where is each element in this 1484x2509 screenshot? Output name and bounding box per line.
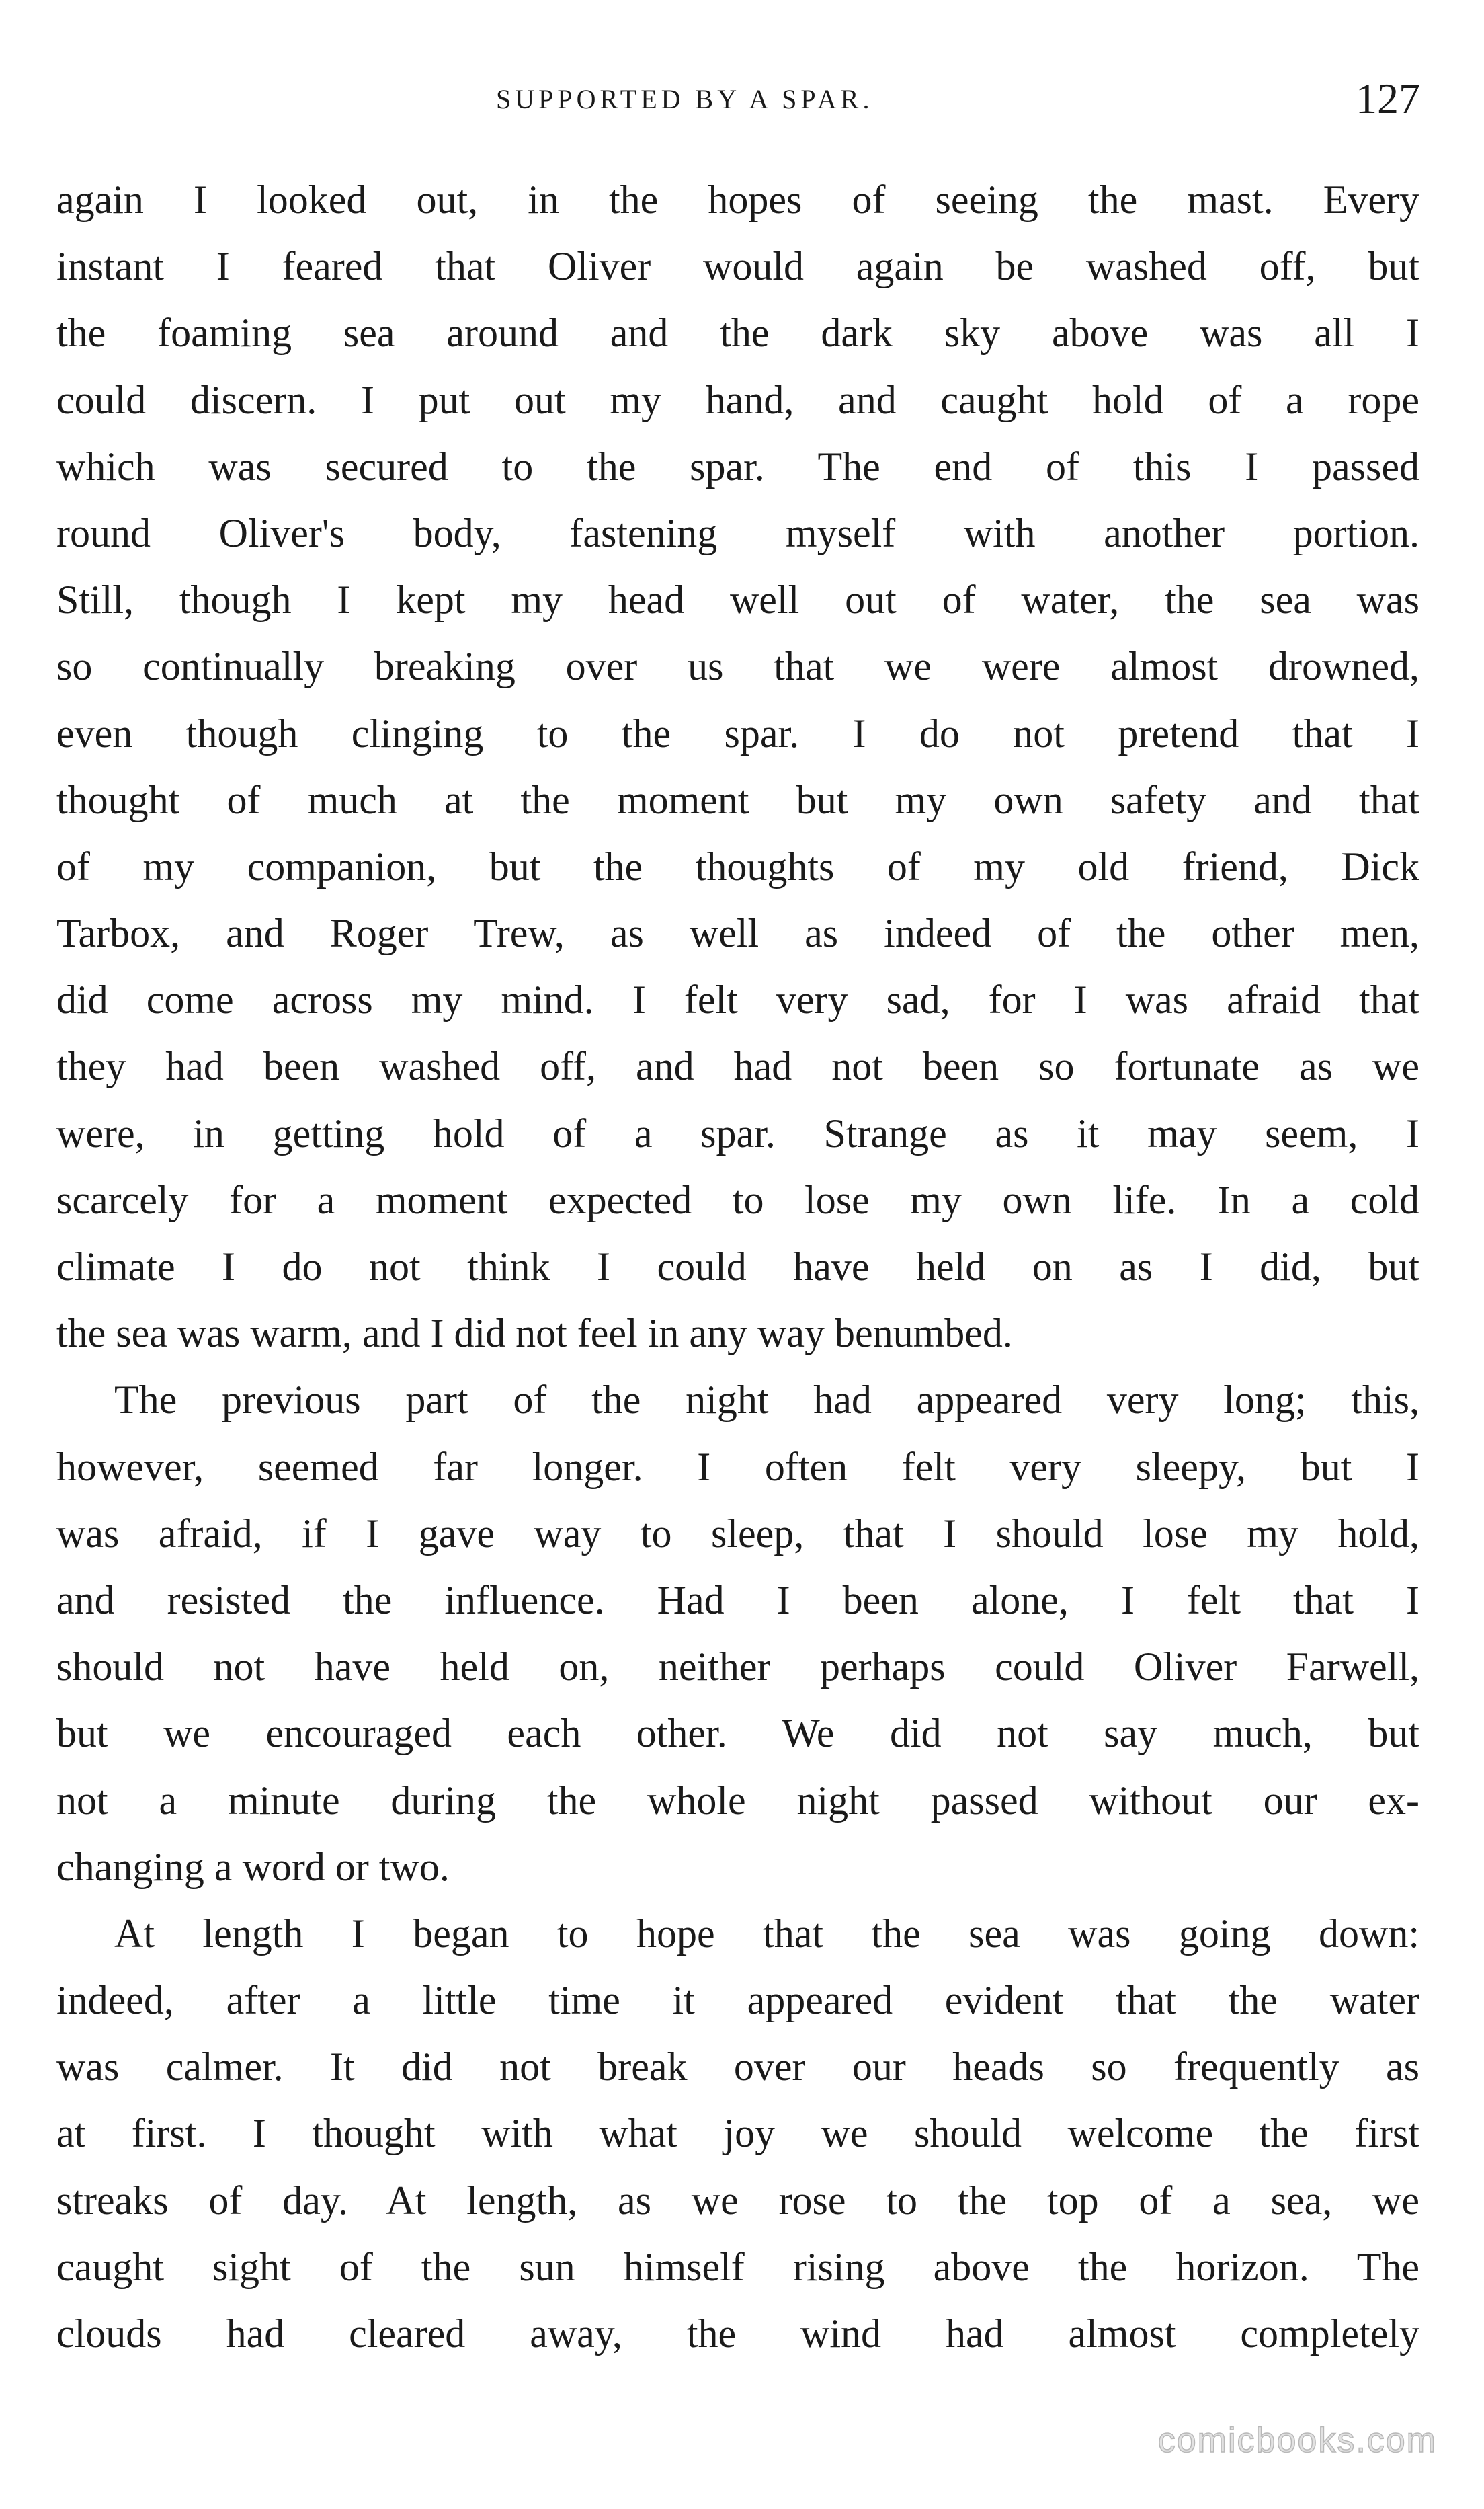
- text-line: but we encouraged each other. We did not say much, but: [56, 1711, 1419, 1756]
- text-line: at first. I thought with what joy we should welcome the first: [56, 2111, 1419, 2156]
- text-line: instant I feared that Oliver would again be washed off, but: [56, 244, 1419, 289]
- text-line: however, seemed far longer. I often felt very sleepy, but I: [56, 1444, 1419, 1489]
- paragraph-1: [56, 167, 1419, 1367]
- text-line: indeed, after a little time it appeared evident that the water: [56, 1978, 1419, 2023]
- text-line: changing a word or two.: [56, 1844, 450, 1889]
- text-line: the sea was warm, and I did not feel in any way benumbed.: [56, 1311, 1013, 1356]
- page-header: [0, 74, 1484, 134]
- text-line: round Oliver's body, fastening myself with another portion.: [56, 510, 1419, 555]
- paragraph-2: [56, 1367, 1419, 1901]
- text-line: they had been washed off, and had not been so fortunate as we: [56, 1044, 1419, 1089]
- text-line: At length I began to hope that the sea was going down:: [114, 1911, 1419, 1956]
- text-line: Tarbox, and Roger Trew, as well as indeed of the other men,: [56, 911, 1419, 956]
- text-line: of my companion, but the thoughts of my old friend, Dick: [56, 844, 1419, 889]
- text-line: which was secured to the spar. The end of this I passed: [56, 444, 1419, 489]
- text-line: scarcely for a moment expected to lose my own life. In a cold: [56, 1177, 1419, 1222]
- text-line: were, in getting hold of a spar. Strange as it may seem, I: [56, 1111, 1419, 1156]
- text-line: not a minute during the whole night passed without our ex-: [56, 1778, 1419, 1823]
- text-line: was afraid, if I gave way to sleep, that I should lose my hold,: [56, 1511, 1419, 1556]
- text-line: and resisted the influence. Had I been alone, I felt that I: [56, 1577, 1419, 1622]
- text-line: could discern. I put out my hand, and caught hold of a rope: [56, 377, 1419, 422]
- text-line: The previous part of the night had appeared very long; this,: [114, 1378, 1419, 1423]
- text-line: again I looked out, in the hopes of seeing the mast. Every: [56, 177, 1419, 222]
- text-line: did come across my mind. I felt very sad, for I was afraid that: [56, 978, 1419, 1023]
- text-line: clouds had cleared away, the wind had almost completely: [56, 2311, 1419, 2356]
- page-number: 127: [1356, 75, 1420, 122]
- text-line: should not have held on, neither perhaps could Oliver Farwell,: [56, 1644, 1419, 1689]
- watermark: comicbooks.com: [1157, 2421, 1437, 2460]
- body-text: [56, 167, 1419, 2367]
- text-line: caught sight of the sun himself rising above the horizon. The: [56, 2244, 1419, 2289]
- text-line: Still, though I kept my head well out of water, the sea was: [56, 578, 1419, 623]
- running-title: SUPPORTED BY A SPAR.: [496, 84, 874, 114]
- text-line: streaks of day. At length, as we rose to the top of a sea, we: [56, 2178, 1419, 2223]
- text-line: so continually breaking over us that we were almost drowned,: [56, 644, 1419, 689]
- text-line: thought of much at the moment but my own safety and that: [56, 777, 1419, 822]
- text-line: was calmer. It did not break over our heads so frequently as: [56, 2044, 1419, 2089]
- text-line: even though clinging to the spar. I do not pretend that I: [56, 711, 1419, 756]
- paragraph-3: [56, 1901, 1419, 2367]
- text-line: climate I do not think I could have held on as I did, but: [56, 1244, 1419, 1289]
- text-line: the foaming sea around and the dark sky above was all I: [56, 311, 1419, 356]
